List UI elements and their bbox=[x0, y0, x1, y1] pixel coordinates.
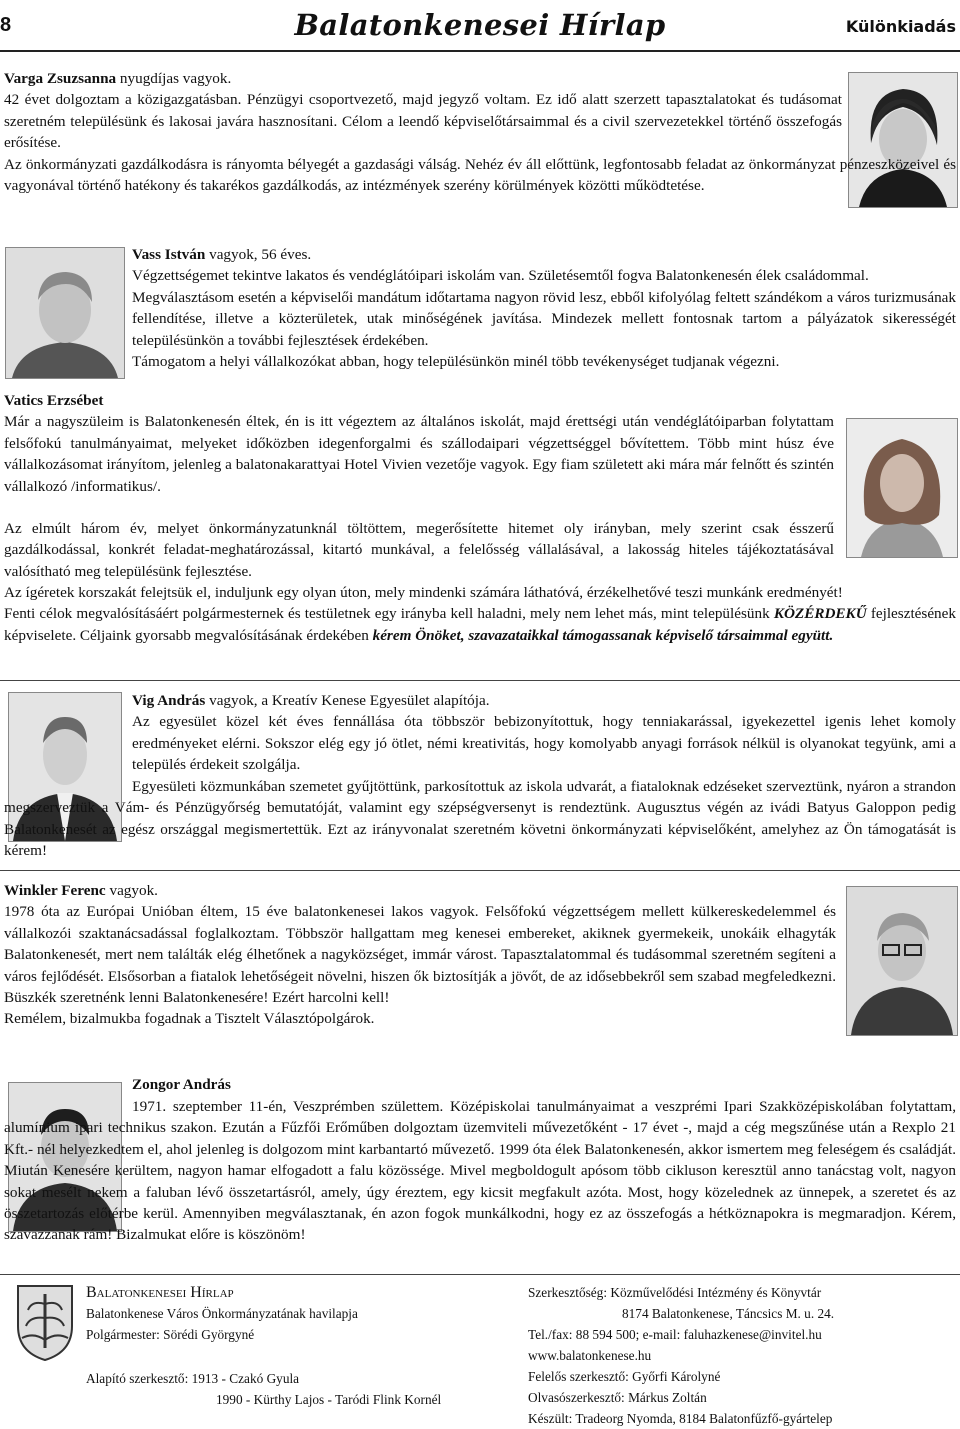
paragraph: Az elmúlt három év, melyet önkormányzatunknál töltöttem, megerősítette hitemet oly irányban, mely szerint csak ésszerű gazdálkodással, konkrét feladat-meghatározással, kitartó munkával, a felelősség vállalásával, a lakosság hiteles tájékoztatásával valósítható meg településünk fejlesztése. bbox=[4, 520, 834, 580]
candidate-name: Vig András bbox=[132, 692, 206, 709]
footer-left bbox=[86, 1282, 506, 1345]
footer-paper-name: Balatonkenesei Hírlap bbox=[86, 1284, 234, 1301]
footer-founding-editor: Alapító szerkesztő: 1913 - Czakó Gyula bbox=[86, 1371, 300, 1386]
paragraph: 42 évet dolgoztam a közigazgatásban. Pénzügyi csoportvezető, majd jegyző voltam. Ez idő alatt szerzett tapasztalatokat és tudásomat szeretném településünk és lakosai javára hasznosítani. Célom a leendő képviselőtársaimmal és a civil szervezetekkel történő összefogás erősítése. bbox=[4, 91, 842, 152]
emphasis: kérem Önöket, szavazataikkal támogassanak képviselő társaimmal együtt. bbox=[372, 626, 834, 644]
section-divider bbox=[0, 680, 960, 681]
paragraph: Megválasztásom esetén a képviselői mandátum időtartama nagyon rövid lesz, ebből kifolyólag feltett szándékom a város turizmusának fellendítése, illetve a közterületek, utak minőségének javítása. Mindezek mellett fontosnak tartom a pályázatok sikerességét településünkön a további fejlesztések érdekében. bbox=[132, 288, 956, 349]
page-number: 8 bbox=[0, 14, 12, 36]
section-zongor-andras bbox=[132, 1074, 956, 1095]
coat-of-arms-icon bbox=[14, 1282, 76, 1362]
candidate-name: Vatics Erzsébet bbox=[4, 392, 104, 409]
candidate-name: Zongor András bbox=[132, 1076, 231, 1093]
paragraph: 1971. szeptember 11-én, Veszprémben születtem. Középiskolai tanulmányaimat a veszprémi Ipari Szakközépiskolában folytattam, alumínium ipari technikus szakon. Ezután a Fűzfői Erőműben dolgoztam üzemviteli művezetőként - 17 évet -, majd a cég megszűnése után a Rexplo 21 Kft.- nél helyezkedtem el, ahol jelenleg is dolgozom mint karbantartó művezető. 1999 óta élek Balatonkenesén, akkor ismertem meg feleségem és családját. Miután Kenesére kerültem, nagyon hamar elfogadott a falu közössége. Mivel megboldogult apósom több cikluson keresztül anno tanácstag volt, nagyon sokat mesélt nekem a faluban lévő összetartásról, amely, úgy éreztem, egy kicsit megfakult azóta. Most, hogy közelednek az ünnepek, a szeretet és az összetartozás előtérbe kerül. Amennyiben megválasztanak, én azon fogok munkálkodni, hogy ez az összefogás a hétköznapokra is megmaradjon. Kérem, szavazzanak rám! Bizalmukat előre is köszönöm! bbox=[4, 1098, 956, 1244]
candidate-name: Varga Zsuzsanna bbox=[4, 70, 117, 87]
candidate-name: Vass István bbox=[132, 246, 206, 263]
footer-responsible-editor: Felelős szerkesztő: Győrfi Károlyné bbox=[528, 1369, 721, 1384]
portrait-man-icon bbox=[6, 248, 124, 378]
footer-mayor: Polgármester: Sörédi Györgyné bbox=[86, 1327, 255, 1342]
emphasis: KÖZÉRDEKŰ bbox=[773, 605, 867, 623]
section-vig-andras: Vig András vagyok, a Kreatív Kenese Egyesület alapítója. Az egyesület közel két éves fennállása óta többször bebizonyítottuk, hogy tenniakarással, igyekezettel igenis lehet komoly eredményeket elérni. Sokszor elég egy jó ötlet, némi kreativitás, hogy komolyabb anyagi források nélkül is olyanokat tegyünk, ami a település érdekeit szolgálja. bbox=[132, 690, 956, 776]
paragraph: Az egyesület közel két éves fennállása óta többször bebizonyítottuk, hogy tenniakarással, igyekezettel igenis lehet komoly eredményeket elérni. Sokszor elég egy jó ötlet, némi kreativitás, hogy komolyabb anyagi források nélkül is olyanokat tegyünk, ami a település érdekeit szolgálja. bbox=[132, 713, 956, 774]
portrait-woman-red-hair-icon bbox=[847, 419, 957, 557]
paragraph: 1978 óta az Európai Unióban éltem, 15 éve balatonkenesei lakos vagyok. Felsőfokú végzettségem mellett külkereskedelemmel és vállalkozói szaktanácsadással foglalkoztam. Többször hallgattam meg kenesei embereket, akiknek gyermekeik, unokáik elhagyták Balatonkenesét, mert nem találták elég élhetőnek a nagyközséget, immár várost. Tapasztalatommal és tudásommal szeretném segíteni a város fejlődését. Elsősorban a fiatalok lehetőségeit növelni, hiszen ők biztosítják a jövőt, de az idősebbekről sem szabad megfeledkezni. Büszkék szeretnénk lenni Balatonkenesére! Ezért harcolni kell! bbox=[4, 903, 836, 1007]
paragraph: Már a nagyszüleim is Balatonkenesén éltek, én is itt végeztem az általános iskolát, majd érettségi után vendéglátóiparban folytattam felsőfokú tanulmányaimat, melyeket időközben idegenforgalmi és szállodaipari végzettséggel bővítettem. Több mint húsz éve vállalkozásomat irányítom, jelenleg a balatonakarattyai Hotel Vivien vezetője vagyok. Egy fiam született aki mára már felnőtt és szintén vállalkozó /informatikus/. bbox=[4, 413, 834, 495]
photo-vatics-erzsebet bbox=[846, 418, 958, 558]
paragraph: Remélem, bizalmukba fogadnak a Tisztelt Választópolgárok. bbox=[4, 1010, 375, 1028]
paragraph: Az ígéretek korszakát felejtsük el, induljunk egy olyan úton, mely mindenki számára láthatóvá, érzékelhetővé teszi munkánk eredményét! bbox=[4, 584, 843, 601]
section-winkler-ferenc: Winkler Ferenc vagyok. 1978 óta az Európai Unióban éltem, 15 éve balatonkenesei lakos vagyok. Felsőfokú végzettségem mellett külkereskedelemmel és vállalkozói szaktanácsadással foglalkoztam. Többször hallgattam meg kenesei embereket, akiknek gyermekeik, unokáik elhagyták Balatonkenesét, mert nem találták elég élhetőnek a nagyközséget, immár várost. Tapasztalatommal és tudásommal szeretném segíteni a város fejlődését. Elsősorban a fiatalok lehetőségeit növelni, hiszen ők biztosítják a jövőt, de az idősebbekről sem szabad megfeledkezni. Büszkék szeretnénk lenni Balatonkenesére! Ezért harcolni kell! Remélem, bizalmukba fogadnak a Tisztelt Választópolgárok. bbox=[4, 880, 836, 1030]
section-vass-istvan: Vass István vagyok, 56 éves. Végzettségemet tekintve lakatos és vendéglátóipari iskolám van. Születésemtől fogva Balatonkenesén élek családommal. Megválasztásom esetén a képviselői mandátum időtartama nagyon rövid lesz, ebből kifolyólag feltett szándékom a város turizmusának fellendítése, illetve a közterületek, utak minőségének javítása. Mindezek mellett fontosnak tartom a pályázatok sikerességét településünkön a további fejlesztések érdekében. Támogatom a helyi vállalkozókat abban, hogy településünkön minél több tevékenységet tudjanak végezni. bbox=[132, 244, 956, 372]
paragraph: Végzettségemet tekintve lakatos és vendéglátóipari iskolám van. Születésemtől fogva Balatonkenesén élek családommal. bbox=[132, 267, 869, 285]
portrait-man-glasses-icon bbox=[847, 887, 957, 1035]
footer-contact: Tel./fax: 88 594 500; e-mail: faluhazkenese@invitel.hu bbox=[528, 1327, 822, 1342]
footer-divider bbox=[0, 1274, 960, 1275]
footer-proofreader: Olvasószerkesztő: Márkus Zoltán bbox=[528, 1390, 707, 1405]
footer-right bbox=[528, 1282, 956, 1429]
edition-label: Különkiadás bbox=[845, 17, 956, 36]
candidate-name: Winkler Ferenc bbox=[4, 882, 106, 899]
footer-website: www.balatonkenese.hu bbox=[528, 1348, 652, 1363]
section-divider bbox=[0, 870, 960, 871]
paragraph: Egyesületi közmunkában szemetet gyűjtöttünk, parkosítottuk az iskola udvarát, a fiataloknak edzéseket szerveztünk, nyáron a strandon megszerveztük a Vám- és Pénzügyőrség bemutatóját, valamint egy szépségversenyt is rendeztünk. Augusztus végén az ivádi Batyus Galoppon pedig Balatonkenesét az egész országgal megismertettük. Ezt az irányvonalat szeretném követni önkormányzati képviselőként, amelyhez az Ön támogatását is kérem! bbox=[4, 778, 956, 860]
footer-printer: Készült: Tradeorg Nyomda, 8184 Balatonfűzfő-gyártelep bbox=[528, 1411, 833, 1426]
section-vatics-erzsebet bbox=[4, 390, 834, 497]
newspaper-title: Balatonkenesei Hírlap bbox=[294, 8, 666, 42]
photo-vass-istvan bbox=[5, 247, 125, 379]
footer-editor-1990: 1990 - Kürthy Lajos - Taródi Flink Kornél bbox=[216, 1392, 442, 1407]
footer-editorial-office: Szerkesztőség: Közművelődési Intézmény és Könyvtár bbox=[528, 1285, 822, 1300]
closing-paragraph: Fenti célok megvalósításáért polgármesternek és testületnek egy irányba kell haladni, mely nem lehet más, mint településünk KÖZÉRDEKŰ fejlesztésének képviselete. Céljaink gyorsabb megvalósításának érdekében kérem Önöket, szavazataikkal támogassanak képviselő társaimmal együtt. bbox=[4, 605, 956, 644]
footer-address: 8174 Balatonkenese, Táncsics M. u. 24. bbox=[622, 1306, 835, 1321]
section-varga-zsuzsanna: Varga Zsuzsanna nyugdíjas vagyok. 42 évet dolgoztam a közigazgatásban. Pénzügyi csoportvezető, majd jegyző voltam. Ez idő alatt szerzett tapasztalatokat és tudásomat szeretném településünk és lakosai javára hasznosítani. Célom a leendő képviselőtársaimmal és a civil szervezetekkel történő összefogás erősítése. bbox=[4, 68, 842, 154]
header-rule bbox=[0, 50, 960, 52]
paragraph: Az önkormányzati gazdálkodásra is rányomta bélyegét a gazdasági válság. Nehéz év áll előttünk, legfontosabb feladat az önkormányzat pénzeszközeivel és vagyonával történő hatékony és takarékos gazdálkodás, az intézmények szerény körülmények közötti működtetése. bbox=[4, 156, 956, 195]
paragraph: Támogatom a helyi vállalkozókat abban, hogy településünkön minél több tevékenységet tudjanak végezni. bbox=[132, 353, 780, 371]
photo-winkler-ferenc bbox=[846, 886, 958, 1036]
footer-subtitle: Balatonkenese Város Önkormányzatának havilapja bbox=[86, 1306, 358, 1321]
